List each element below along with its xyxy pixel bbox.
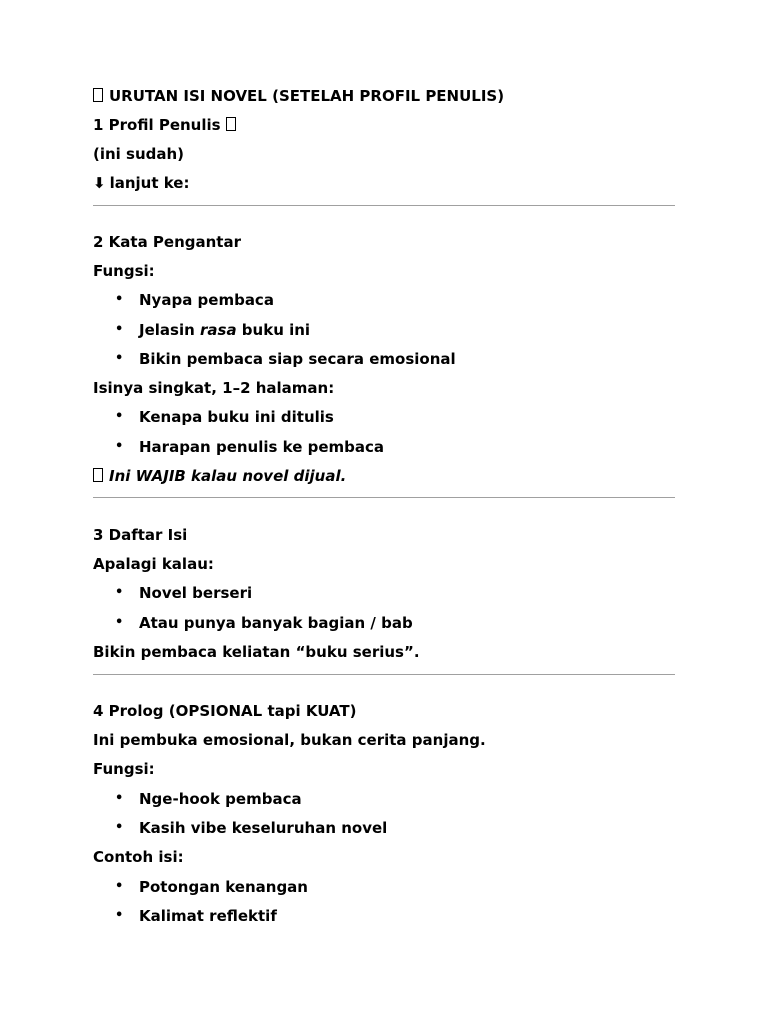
section-2-isi-label: Isinya singkat, 1–2 halaman:	[93, 379, 335, 397]
document-title: URUTAN ISI NOVEL (SETELAH PROFIL PENULIS)	[93, 87, 504, 105]
section-2-note: Ini WAJIB kalau novel dijual.	[93, 467, 346, 485]
bullet-icon: •	[115, 615, 124, 630]
section-3-heading: 3 Daftar Isi	[93, 526, 188, 544]
bullet-icon: •	[115, 351, 124, 366]
section-1-note: (ini sudah)	[93, 145, 185, 163]
divider	[93, 205, 675, 206]
section-1-next: ⬇ lanjut ke:	[93, 174, 190, 192]
bullet-icon: •	[115, 820, 124, 835]
bullet-icon: •	[115, 879, 124, 894]
bullet-icon: •	[115, 409, 124, 424]
section-1-heading: 1 Profil Penulis	[93, 116, 236, 134]
missing-glyph-icon	[226, 117, 236, 131]
bullet-icon: •	[115, 908, 124, 923]
divider	[93, 497, 675, 498]
missing-glyph-icon	[93, 468, 103, 482]
section-2-heading: 2 Kata Pengantar	[93, 233, 241, 251]
section-2-fungsi-label: Fungsi:	[93, 262, 155, 280]
section-3-closing: Bikin pembaca keliatan “buku serius”.	[93, 643, 420, 661]
section-4-heading: 4 Prolog (OPSIONAL tapi KUAT)	[93, 702, 357, 720]
divider	[93, 674, 675, 675]
section-4-contoh-label: Contoh isi:	[93, 848, 184, 866]
bullet-icon: •	[115, 791, 124, 806]
section-4-fungsi-label: Fungsi:	[93, 760, 155, 778]
down-arrow-icon: ⬇	[93, 174, 106, 192]
bullet-icon: •	[115, 439, 124, 454]
bullet-icon: •	[115, 585, 124, 600]
missing-glyph-icon	[93, 88, 103, 102]
bullet-icon: •	[115, 292, 124, 307]
section-3-label: Apalagi kalau:	[93, 555, 214, 573]
bullet-icon: •	[115, 322, 124, 337]
section-4-intro: Ini pembuka emosional, bukan cerita panjang.	[93, 731, 486, 749]
